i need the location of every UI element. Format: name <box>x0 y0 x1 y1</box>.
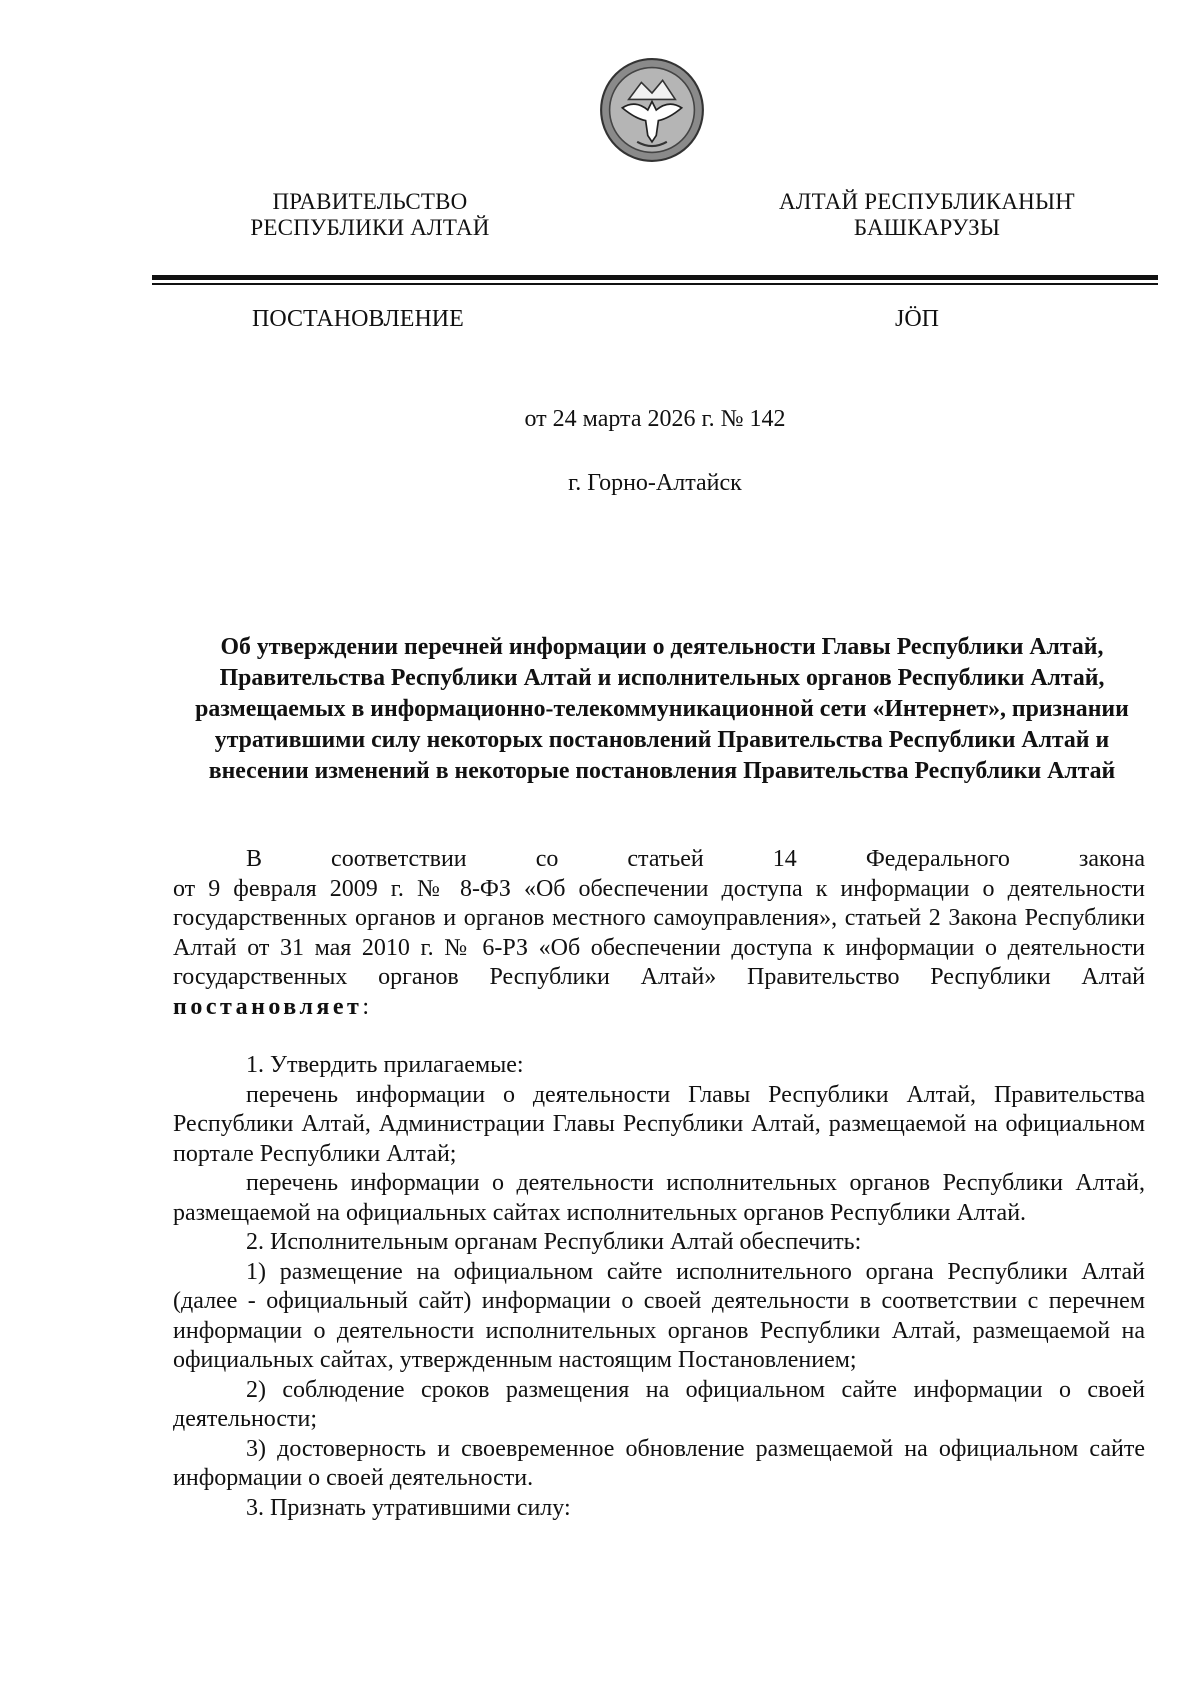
doc-type-left: ПОСТАНОВЛЕНИЕ <box>252 306 464 332</box>
preamble-first-line: В соответствии со статьей 14 Федерального закона <box>246 846 1145 872</box>
header-right-line1: АЛТАЙ РЕСПУБЛИКАНЫҤ <box>779 189 1075 214</box>
resolution-verb: постановляет <box>173 993 363 1020</box>
item-2: 2. Исполнительным органам Республики Алтай обеспечить: <box>246 1229 862 1255</box>
header-left-line1: ПРАВИТЕЛЬСТВО <box>272 189 468 214</box>
coat-of-arms-icon <box>599 57 705 163</box>
header-right-line2: БАШКАРУЗЫ <box>853 215 1001 240</box>
item-2-sub-1: 1) размещение на официальном сайте исполнительного органа Республики Алтай (далее - официальный сайт) информации о своей деятельности в соответствии с перечнем информации о деятельности исполнительных органов Республики Алтай, размещаемой на официальных сайтах, утвержденным настоящим Постановлением; <box>173 1258 1145 1373</box>
document-title: Об утверждении перечней информации о деятельности Главы Республики Алтай, Правительства Республики Алтай и исполнительных органов Республики Алтай, размещаемых в информационно-телекоммуникационной сети «Интернет», признании утратившими силу некоторых постановлений Правительства Республики Алтай и внесении изменений в некоторые постановления Правительства Республики Алтай <box>195 634 1129 784</box>
header-right <box>767 189 1087 241</box>
header-rule-thick <box>152 275 1158 280</box>
item-1-list-portal: перечень информации о деятельности Главы Республики Алтай, Правительства Республики Алтай, Администрации Главы Республики Алтай, размещаемой на официальном портале Республики Алтай; <box>173 1081 1145 1167</box>
item-1: 1. Утвердить прилагаемые: <box>246 1052 524 1078</box>
date-number-line: от 24 марта 2026 г. № 142 <box>524 406 786 432</box>
header-left <box>235 189 505 241</box>
item-1-list-sites: перечень информации о деятельности исполнительных органов Республики Алтай, размещаемой на официальных сайтах исполнительных органов Республики Алтай. <box>173 1170 1145 1226</box>
item-3: 3. Признать утратившими силу: <box>246 1494 571 1521</box>
header-rule-thin <box>152 283 1158 285</box>
header-left-line2: РЕСПУБЛИКИ АЛТАЙ <box>250 215 490 240</box>
item-2-sub-2: 2) соблюдение сроков размещения на официальном сайте информации о своей деятельности; <box>173 1376 1145 1432</box>
resolution-colon: : <box>362 993 369 1020</box>
place-line: г. Горно-Алтайск <box>568 470 742 496</box>
item-2-sub-3: 3) достоверность и своевременное обновление размещаемой на официальном сайте информации о своей деятельности. <box>173 1435 1145 1491</box>
doc-type-right: JӦП <box>895 306 940 332</box>
document-body <box>173 845 1145 1523</box>
preamble-text <box>173 875 1145 1023</box>
paragraph-gap <box>173 1022 1145 1051</box>
preamble-rest: от 9 февраля 2009 г. № 8-ФЗ «Об обеспечении доступа к информации о деятельности государственных органов и органов местного самоуправления», статьей 2 Закона Республики Алтай от 31 мая 2010 г. № 6-РЗ «Об обеспечении доступа к информации о деятельности государственных органов Республики Алтай» Правительство Республики Алтай <box>173 875 1145 990</box>
